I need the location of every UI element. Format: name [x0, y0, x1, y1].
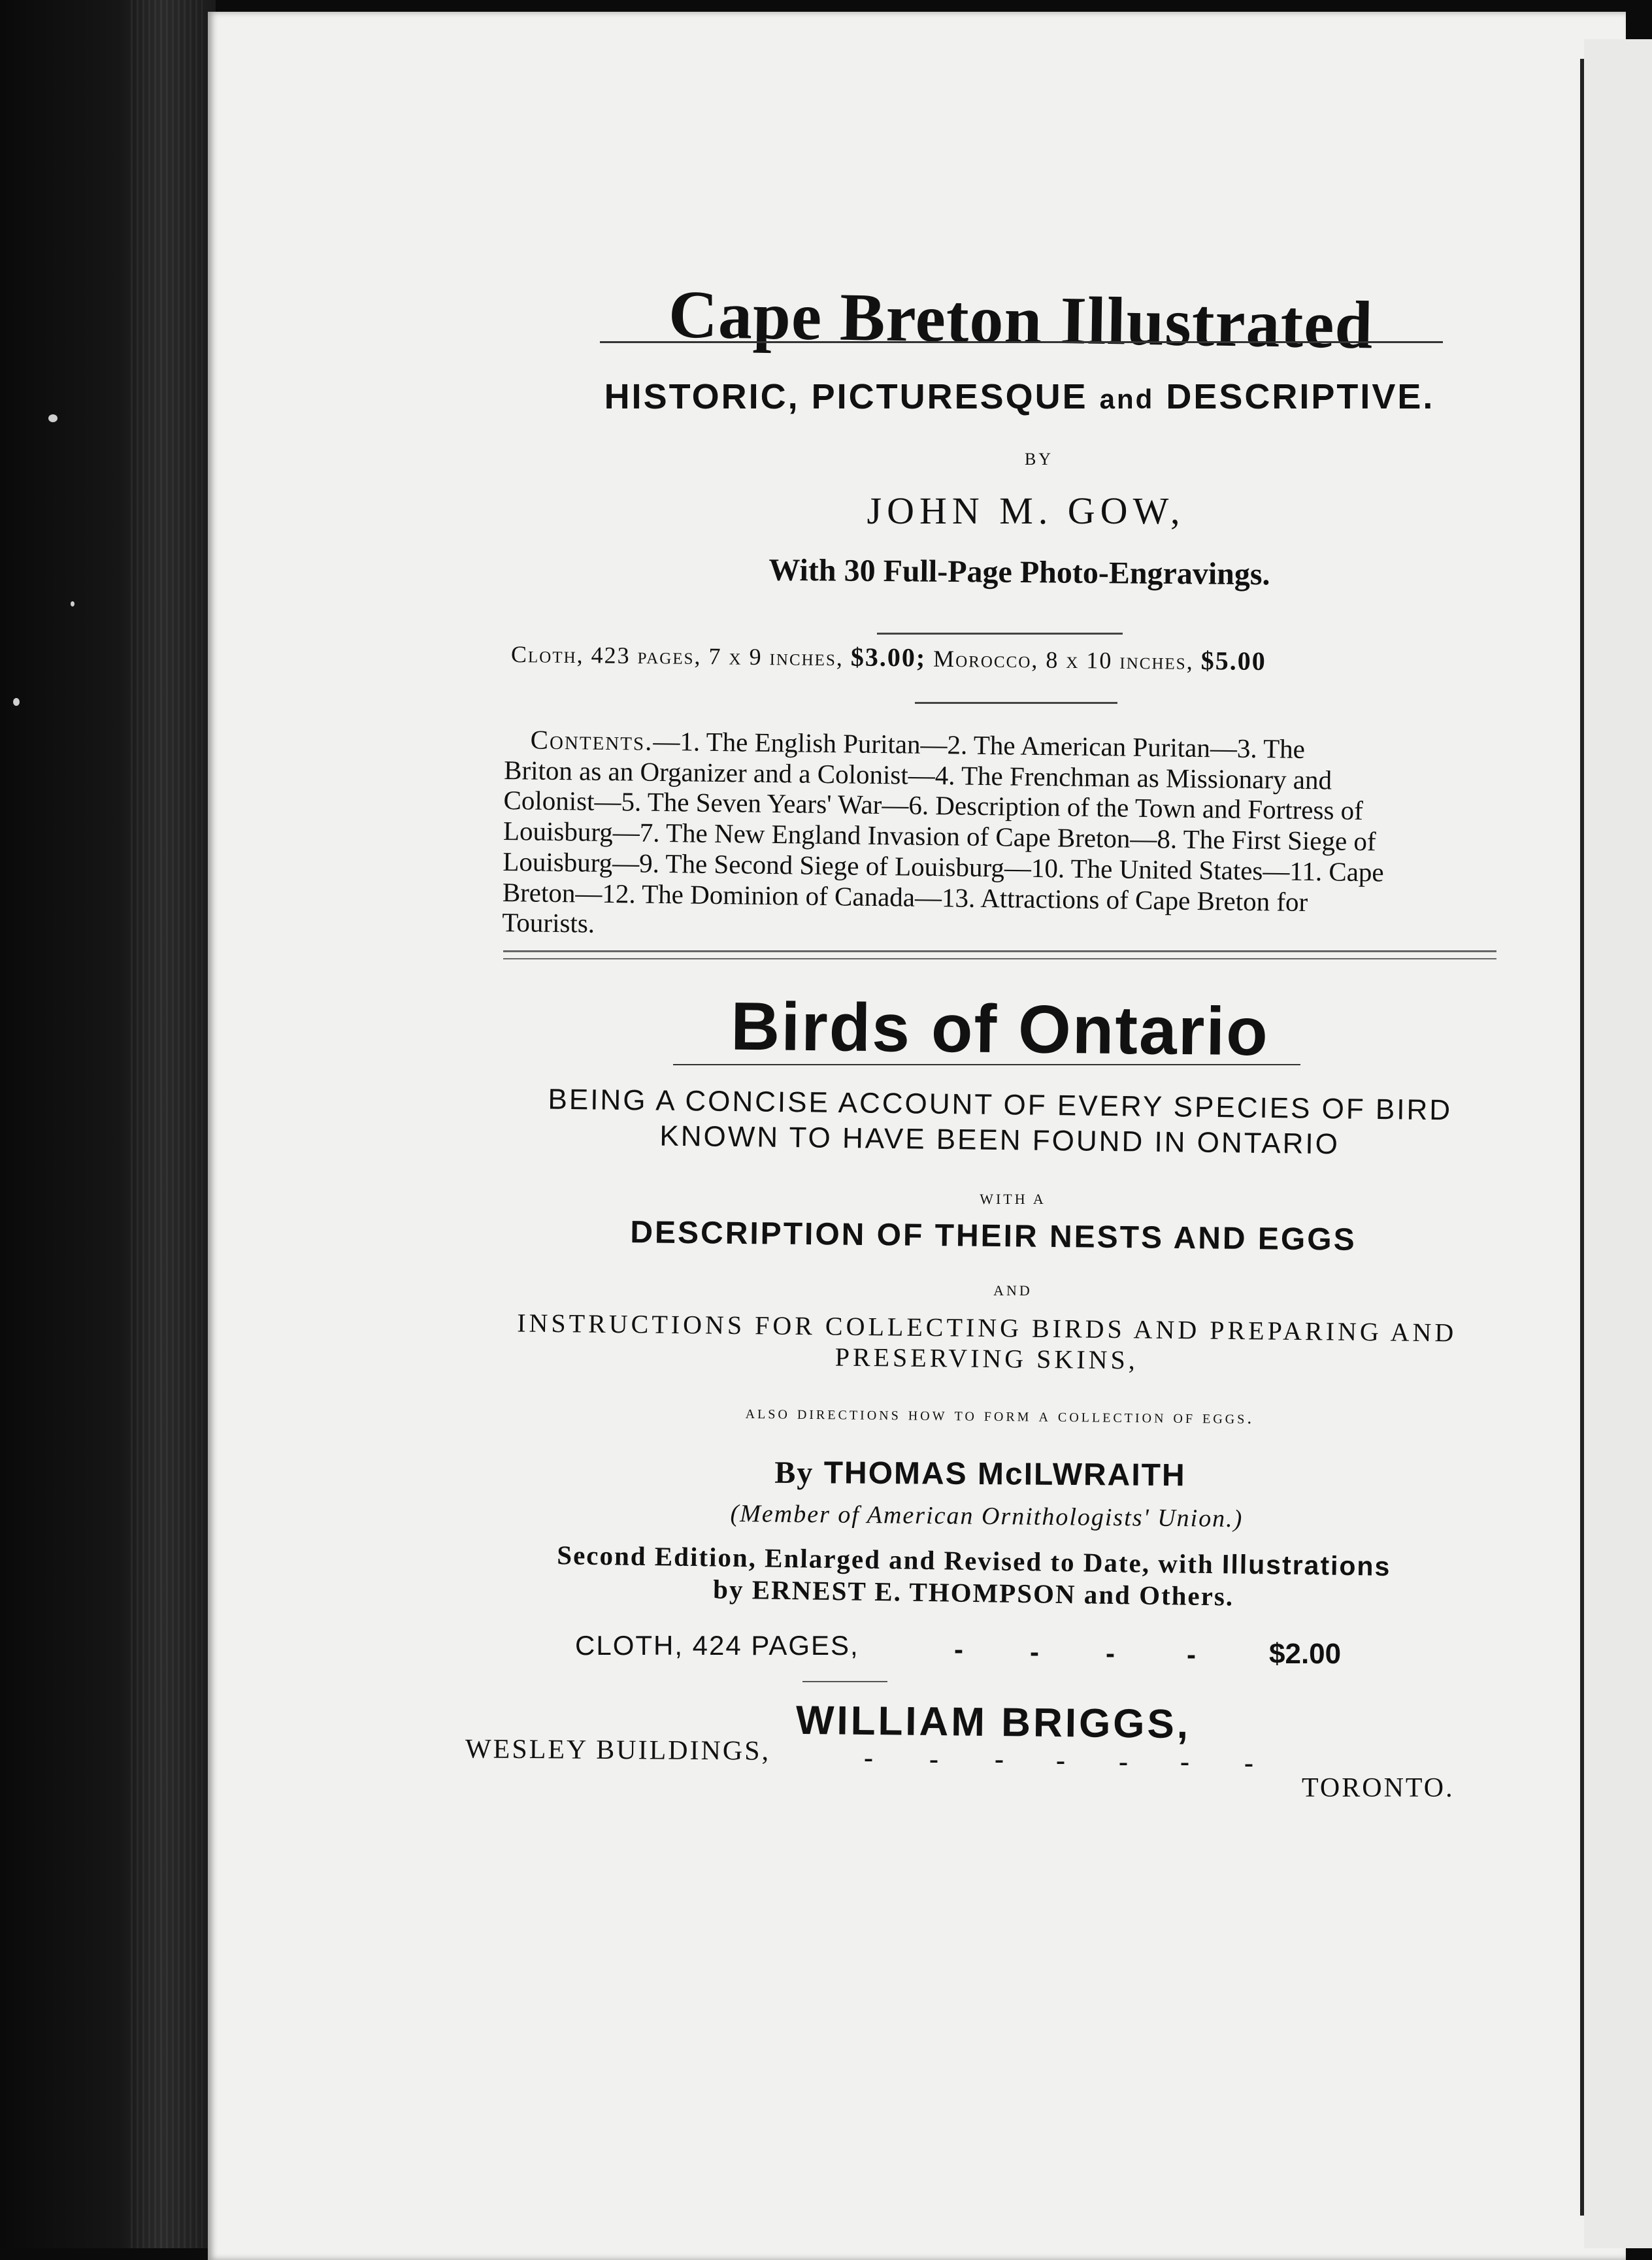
birds-cloth-label: CLOTH, 424 PAGES,: [575, 1630, 859, 1661]
publisher-name: WILLIAM BRIGGS,: [795, 1697, 1191, 1748]
cape-breton-contents: [502, 724, 1498, 950]
edition-illustrations: Illustrations: [1221, 1549, 1391, 1582]
contents-line: Breton—12. The Dominion of Canada—13. Attractions of Cape Breton for: [502, 876, 1308, 917]
page-right-margin: [1584, 39, 1652, 2248]
price-dash: -: [1187, 1639, 1196, 1670]
price-morocco-amount: $5.00: [1200, 646, 1266, 676]
title-underline: [600, 341, 1443, 343]
birds-nests-line: DESCRIPTION OF THEIR NESTS AND EGGS: [630, 1215, 1357, 1257]
price-dash: -: [1030, 1637, 1039, 1667]
short-rule: [802, 1681, 887, 1682]
spine-speck: [71, 601, 74, 607]
birds-member: (Member of American Ornithologists' Union.): [730, 1499, 1244, 1533]
subtitle-part-1: HISTORIC, PICTURESQUE: [604, 377, 1088, 416]
contents-line: Briton as an Organizer and a Colonist—4. The Frenchman as Missionary and: [503, 754, 1332, 795]
price-dash: -: [1106, 1638, 1115, 1669]
address-dash: -: [929, 1744, 938, 1774]
account-line: BEING A CONCISE ACCOUNT OF EVERY SPECIES OF BIRD: [548, 1083, 1453, 1127]
birds-instructions: [484, 1307, 1491, 1379]
price-cloth-amount: $3.00;: [850, 642, 927, 673]
instructions-line: INSTRUCTIONS FOR COLLECTING BIRDS AND PREPARING AND: [516, 1308, 1457, 1348]
cape-breton-author: JOHN M. GOW,: [867, 490, 1185, 532]
address-dash: -: [1180, 1747, 1189, 1777]
address-dash: -: [995, 1744, 1004, 1774]
instructions-line: PRESERVING SKINS,: [834, 1342, 1139, 1375]
cape-breton-engravings: With 30 Full-Page Photo-Engravings.: [768, 552, 1270, 592]
short-rule: [877, 633, 1123, 635]
price-cloth-label: Cloth, 423 pages, 7 x 9 inches,: [510, 641, 844, 671]
subtitle-part-2: DESCRIPTIVE.: [1166, 377, 1435, 416]
birds-with-a: WITH A: [980, 1191, 1046, 1207]
birds-and: AND: [993, 1282, 1032, 1299]
section-separator: [503, 958, 1496, 959]
price-dash: -: [954, 1634, 963, 1665]
birds-of-ontario-title: Birds of Ontario: [730, 988, 1270, 1071]
edition-text: Second Edition, Enlarged and Revised to Date, with: [557, 1540, 1215, 1580]
birds-account: [522, 1082, 1477, 1163]
short-rule: [915, 702, 1117, 704]
publisher-city: TORONTO.: [1302, 1773, 1455, 1803]
section-separator: [503, 950, 1496, 952]
contents-label: Contents.: [530, 724, 653, 756]
publisher-address: WESLEY BUILDINGS,: [465, 1734, 771, 1767]
birds-cloth-price: $2.00: [1269, 1638, 1342, 1670]
address-dash: -: [1056, 1746, 1065, 1776]
by-label: By: [774, 1455, 814, 1491]
birds-also-line: also directions how to form a collection of eggs.: [745, 1402, 1255, 1429]
contents-text: —1. The English Puritan—2. The American Puritan—3. The: [653, 725, 1306, 764]
address-dash: -: [864, 1743, 873, 1773]
birds-author-line: [693, 1454, 1268, 1494]
address-dash: -: [1119, 1747, 1128, 1777]
cape-breton-by: BY: [1024, 450, 1054, 469]
page-fold-line: [1580, 59, 1584, 2216]
contents-line: Louisburg—9. The Second Siege of Louisburg—10. The United States—11. Cape: [503, 846, 1384, 888]
spine-speck: [48, 414, 58, 422]
edition-line: by ERNEST E. THOMPSON and Others.: [712, 1574, 1234, 1612]
contents-line: Louisburg—7. The New England Invasion of Cape Breton—8. The First Siege of: [503, 816, 1376, 857]
birds-author: THOMAS McILWRAITH: [823, 1455, 1186, 1493]
account-line: KNOWN TO HAVE BEEN FOUND IN ONTARIO: [659, 1120, 1340, 1161]
price-morocco-label: Morocco, 8 x 10 inches,: [933, 645, 1194, 674]
spine-speck: [13, 698, 20, 706]
contents-line: Tourists.: [502, 907, 595, 939]
contents-line: Colonist—5. The Seven Years' War—6. Description of the Town and Fortress of: [503, 785, 1364, 826]
address-dash: -: [1244, 1748, 1253, 1778]
subtitle-and: and: [1099, 384, 1155, 414]
cape-breton-title: Cape Breton Illustrated: [668, 276, 1374, 363]
title-underline: [673, 1064, 1300, 1065]
spine-streaks: [131, 0, 203, 2248]
